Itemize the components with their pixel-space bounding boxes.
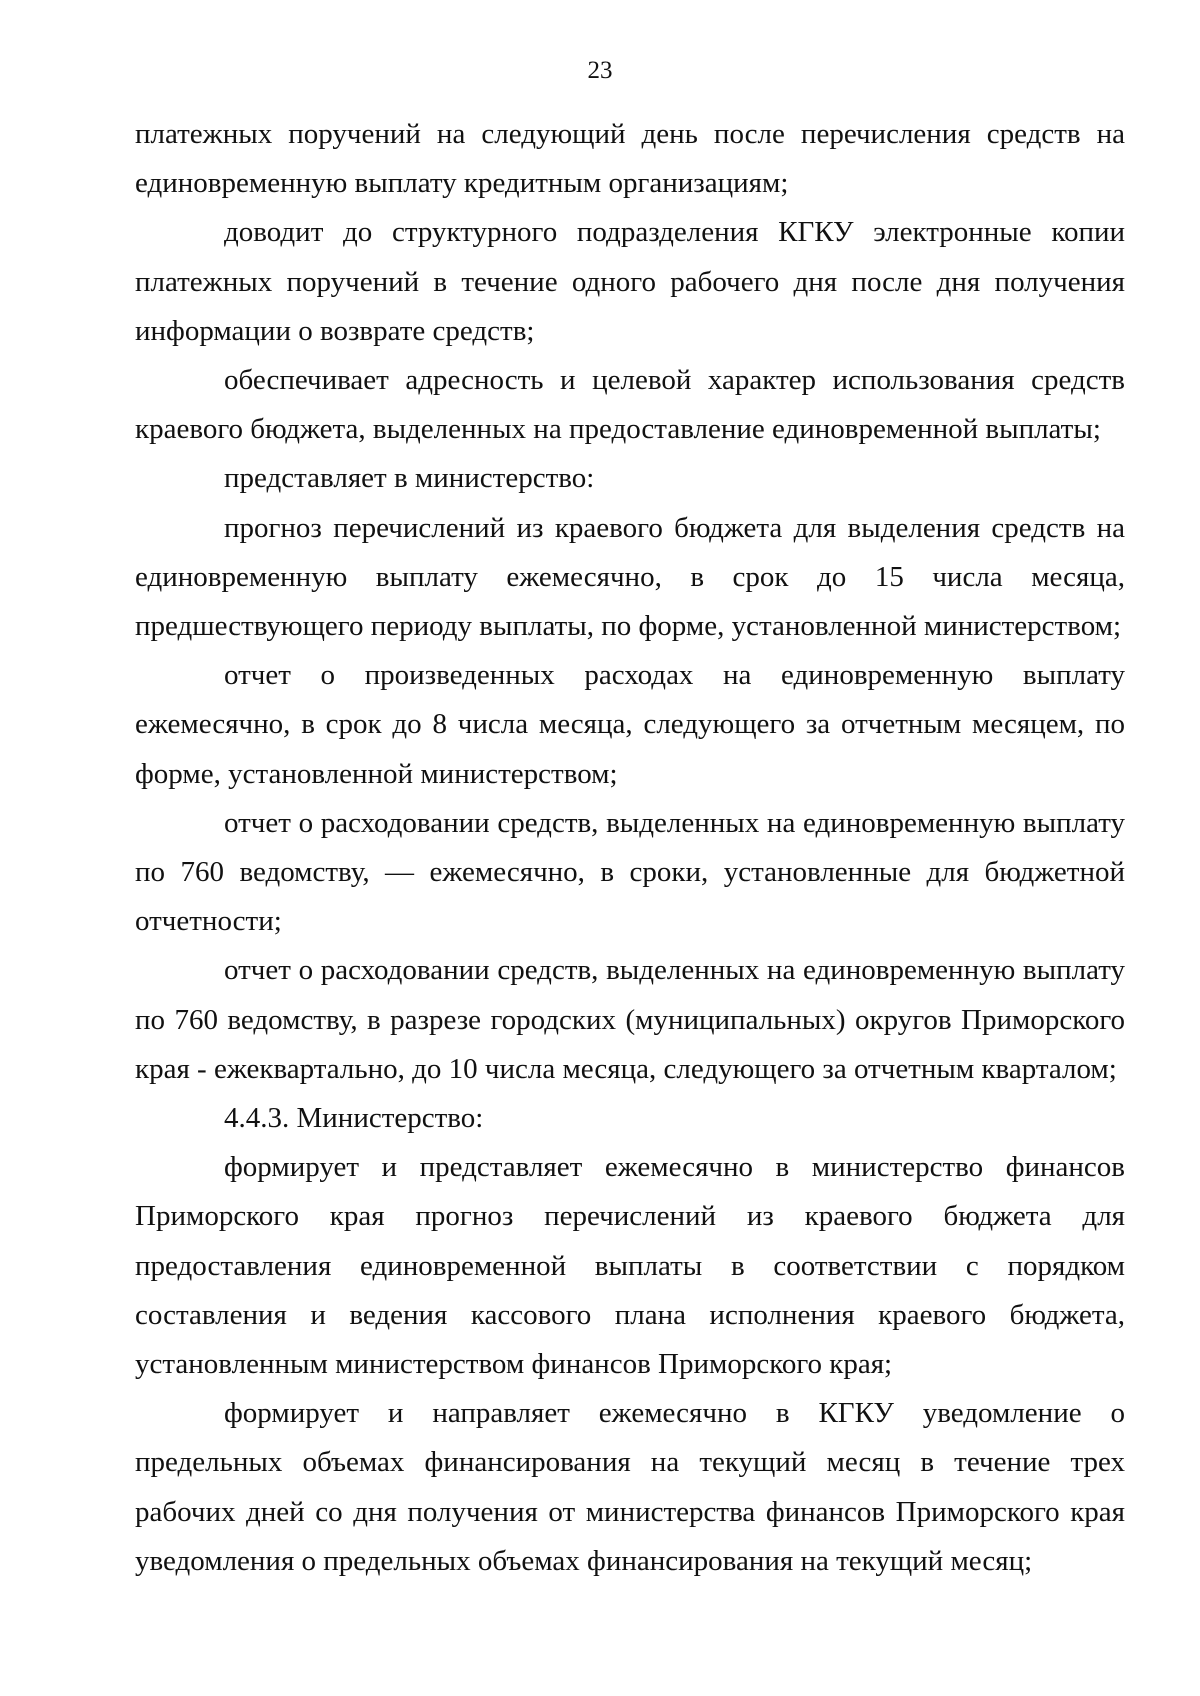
paragraph-expense-report: отчет о произведенных расходах на единовременную выплату ежемесячно, в срок до 8 числа месяца, следующего за отчетным месяцем, по форме, установленной министерством; — [135, 659, 1125, 790]
page-number: 23 — [587, 57, 613, 84]
section-heading-4-4-3: 4.4.3. Министерство: — [224, 1102, 484, 1135]
paragraph-submits-to-ministry: представляет в министерство: — [224, 462, 595, 495]
paragraph-transfer-forecast: прогноз перечислений из краевого бюджета для выделения средств на единовременную выплату ежемесячно, в срок до 15 числа месяца, предшествующего периоду выплаты, по форме, установленной министерством; — [135, 511, 1125, 643]
paragraph-targeted-use: обеспечивает адресность и целевой характер использования средств краевого бюджета, выделенных на предоставление единовременной выплаты; — [135, 364, 1125, 446]
paragraph-continuation: платежных поручений на следующий день после перечисления средств на единовременную выплату кредитным организациям; — [135, 118, 1125, 200]
paragraph-ministry-notification: формирует и направляет ежемесячно в КГКУ уведомление о предельных объемах финансирования на текущий месяц в течение трех рабочих дней со дня получения от министерства финансов Приморского края уведомления о предельных объемах финансирования на текущий месяц; — [135, 1397, 1125, 1577]
paragraph-ministry-forecast: формирует и представляет ежемесячно в министерство финансов Приморского края прогноз перечислений из краевого бюджета для предоставления единовременной выплаты в соответствии с порядком составления и ведения кассового плана исполнения краевого бюджета, установленным министерством финансов Приморского края; — [135, 1151, 1125, 1381]
paragraph-spending-report-quarterly: отчет о расходовании средств, выделенных на единовременную выплату по 760 ведомству, в разрезе городских (муниципальных) округов Приморского края - ежеквартально, до 10 числа месяца, следующего за отчетным кварталом; — [135, 954, 1125, 1085]
paragraph-spending-report-monthly: отчет о расходовании средств, выделенных на единовременную выплату по 760 ведомству, — ежемесячно, в сроки, установленные для бюджетной отчетности; — [135, 806, 1125, 938]
paragraph-electronic-copies: доводит до структурного подразделения КГКУ электронные копии платежных поручений в течение одного рабочего дня после дня получения информации о возврате средств; — [135, 216, 1125, 347]
document-body — [135, 110, 1125, 1586]
